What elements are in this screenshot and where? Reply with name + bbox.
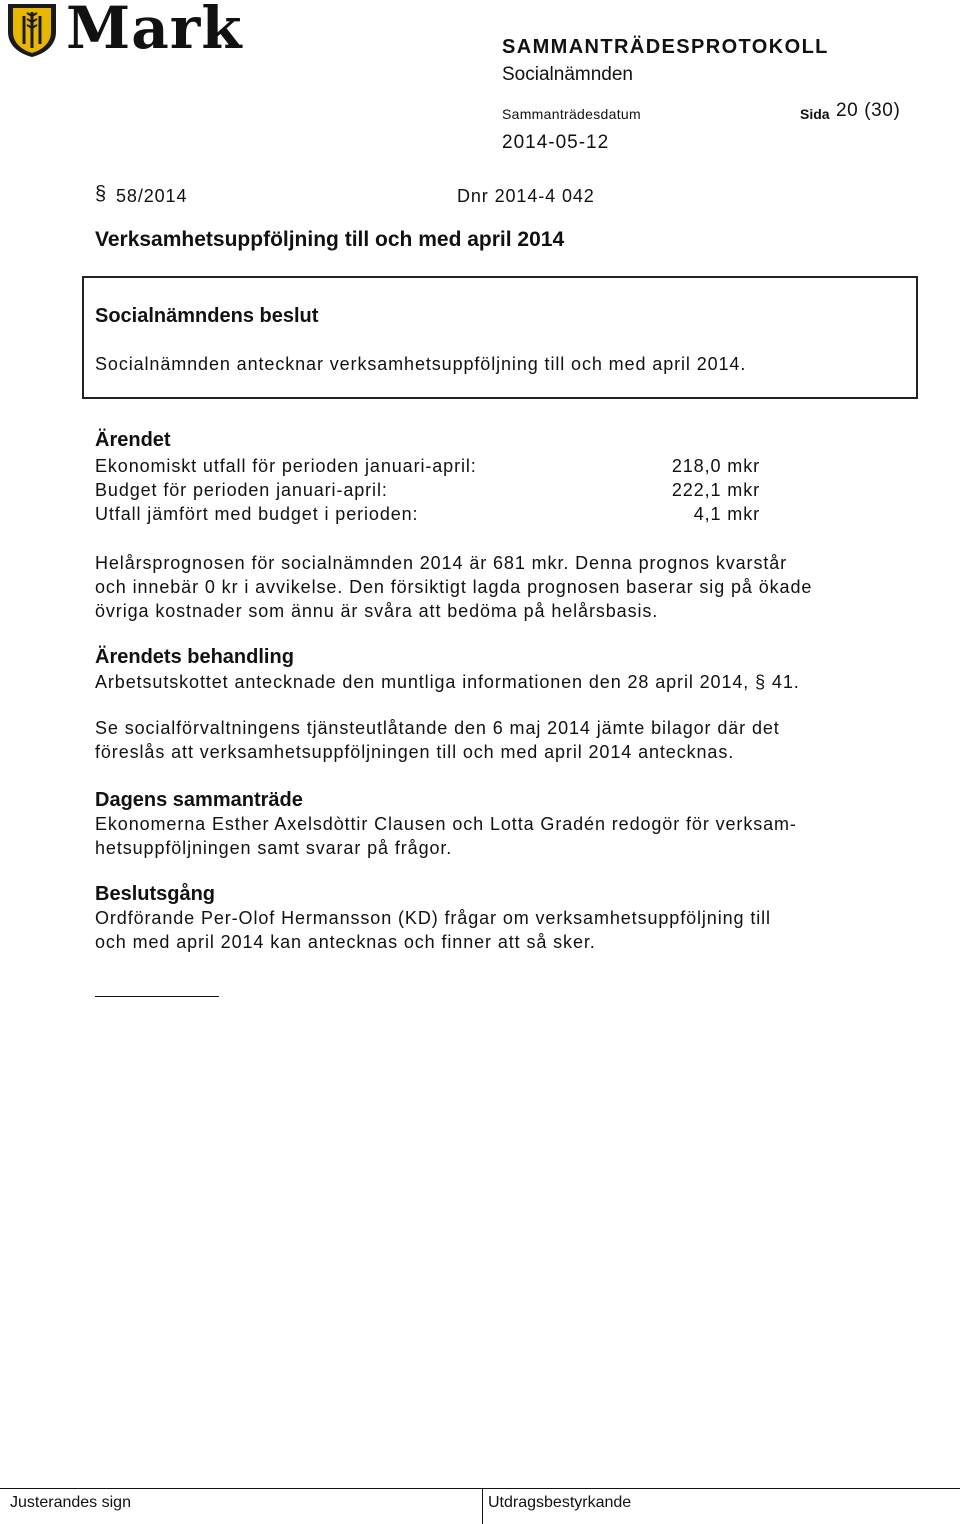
paragraph-symbol: §	[95, 183, 108, 205]
end-separator	[95, 996, 219, 997]
sammantrade-paragraph: Ekonomerna Esther Axelsdòttir Clausen och Lotta Gradén redogör för verksam- hetsuppföljningen samt svarar på frågor.	[95, 814, 797, 858]
protocol-title: SAMMANTRÄDESPROTOKOLL	[502, 36, 829, 58]
item-title: Verksamhetsuppföljning till och med april 2014	[95, 228, 565, 251]
sammantrade-heading: Dagens sammanträde	[95, 789, 303, 811]
coat-of-arms-icon	[4, 2, 60, 58]
footer-divider-line	[0, 1488, 960, 1489]
meeting-date: 2014-05-12	[502, 132, 610, 153]
decision-text: Socialnämnden antecknar verksamhetsuppföljning till och med april 2014.	[95, 354, 747, 374]
behandling-text: Arbetsutskottet antecknade den muntliga informationen den 28 april 2014,	[95, 672, 750, 692]
tjansteutlatande-paragraph: Se socialförvaltningens tjänsteutlåtande den 6 maj 2014 jämte bilagor där det föreslås att verksamhetsuppföljningen till och med april 2014 antecknas.	[95, 718, 780, 762]
decision-box	[82, 276, 918, 399]
financial-row-label: Budget för perioden januari-april:	[95, 480, 388, 500]
financial-row-label: Utfall jämfört med budget i perioden:	[95, 504, 419, 524]
paragraph-reference: 41.	[771, 672, 800, 692]
footer-justerandes-sign: Justerandes sign	[10, 1494, 131, 1511]
financial-row-value: 218,0 mkr	[671, 456, 760, 476]
registration-number: Dnr 2014-4 042	[457, 186, 595, 206]
behandling-heading: Ärendets behandling	[95, 646, 294, 668]
decision-heading: Socialnämndens beslut	[95, 305, 319, 327]
committee-name: Socialnämnden	[502, 64, 633, 85]
page-number: 20 (30)	[836, 100, 901, 121]
page-label: Sida	[800, 106, 830, 122]
behandling-paragraph	[95, 670, 800, 694]
municipality-logo	[0, 0, 243, 64]
logo-wordmark: Mark	[66, 0, 243, 62]
financial-row-value: 4,1 mkr	[693, 504, 760, 524]
meeting-date-label: Sammanträdesdatum	[502, 106, 641, 122]
beslutsgang-heading: Beslutsgång	[95, 883, 216, 905]
beslutsgang-paragraph: Ordförande Per-Olof Hermansson (KD) frågar om verksamhetsuppföljning till och med april 2014 kan antecknas och finner att så sker.	[95, 908, 771, 952]
financial-row-label: Ekonomiskt utfall för perioden januari-april:	[95, 456, 477, 476]
financial-row-value: 222,1 mkr	[671, 480, 760, 500]
forecast-paragraph: Helårsprognosen för socialnämnden 2014 är 681 mkr. Denna prognos kvarstår och innebär 0 kr i avvikelse. Den försiktigt lagda prognosen baserar sig på ökade övriga kostnader som ännu är svåra att bedöma på helårsbasis.	[95, 553, 813, 621]
item-number: 58/2014	[116, 186, 188, 206]
paragraph-symbol: §	[755, 672, 767, 692]
footer-utdragsbestyrkande: Utdragsbestyrkande	[488, 1494, 632, 1511]
footer-column-divider	[482, 1488, 483, 1524]
arendet-heading: Ärendet	[95, 429, 171, 451]
